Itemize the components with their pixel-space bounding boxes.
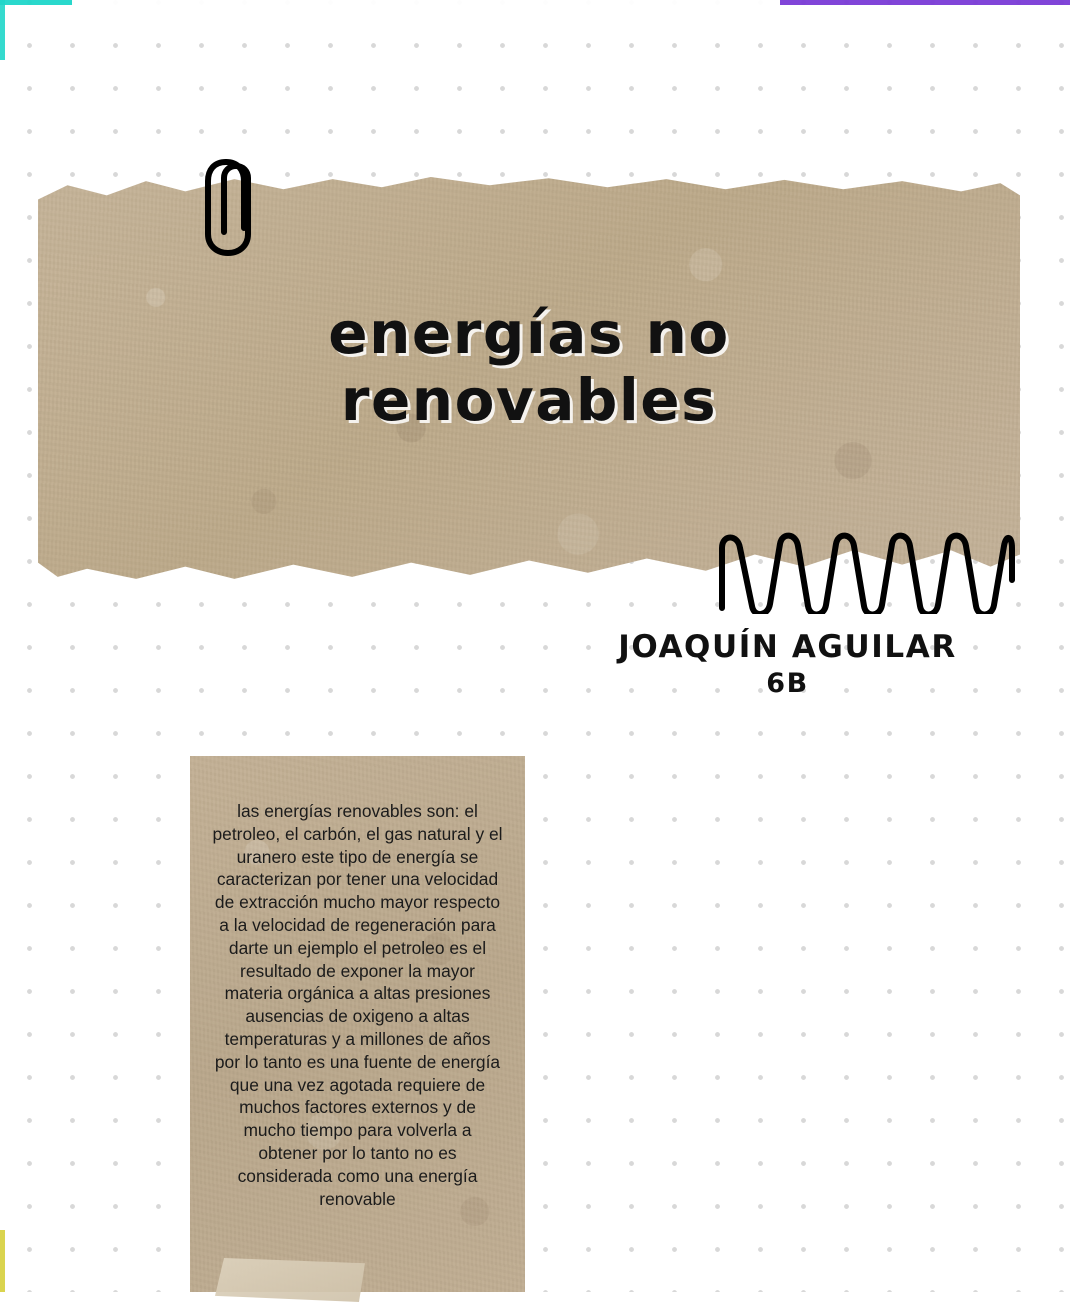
kraft-paper-text-card: [190, 756, 525, 1292]
author-block: [560, 630, 1015, 699]
author-name: JOAQUÍN AGUILAR: [618, 629, 957, 665]
top-edge-accent: [0, 0, 1070, 5]
zigzag-squiggle-icon: [712, 528, 1018, 614]
torn-tape-strip: [215, 1258, 365, 1302]
body-paragraph: las energías renovables son: el petroleo, el carbón, el gas natural y el uranero este tipo de energía se caracterizan por tener una velocidad de extracción mucho mayor respecto a la velocidad de regeneración para darte un ejemplo el petroleo es el resultado de exponer la mayor materia orgánica a altas presiones ausencias de oxigeno a altas temperaturas y a millones de años por lo tanto es una fuente de energía que una vez agotada requiere de muchos factores externos y de mucho tiempo para volverla a obtener por lo tanto no es considerada como una energía renovable: [212, 801, 503, 1209]
page-title: [38, 300, 1020, 433]
title-line-2: renovables: [340, 365, 718, 434]
author-grade: 6B: [766, 667, 809, 699]
title-line-1: energías no: [328, 299, 730, 367]
paperclip-icon: [196, 148, 276, 258]
left-edge-accent: [0, 0, 5, 1292]
